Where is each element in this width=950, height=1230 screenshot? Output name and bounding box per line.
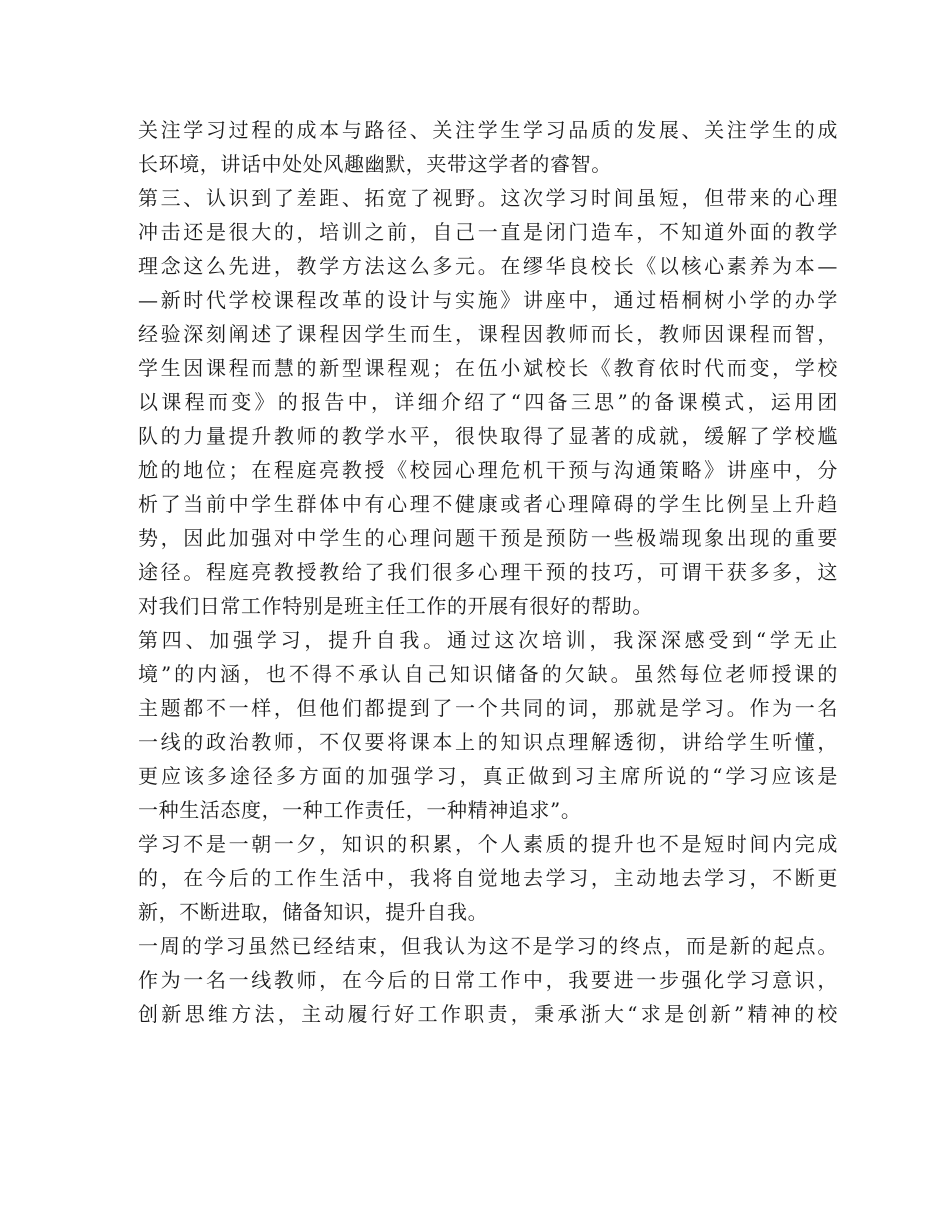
document-body [138, 113, 838, 1031]
text-line: —新时代学校课程改革的设计与实施》讲座中，通过梧桐树小学的办学 [138, 288, 838, 312]
text-line: 更应该多途径多方面的加强学习，真正做到习主席所说的“学习应该是 [138, 764, 838, 788]
text-line: 第三、认识到了差距、拓宽了视野。这次学习时间虽短，但带来的心理 [138, 186, 838, 210]
text-line: 途径。程庭亮教授教给了我们很多心理干预的技巧，可谓干获多多，这 [138, 560, 838, 584]
text-line: 作为一名一线教师，在今后的日常工作中，我要进一步强化学习意识， [138, 968, 838, 992]
text-line: 析了当前中学生群体中有心理不健康或者心理障碍的学生比例呈上升趋 [138, 492, 838, 516]
text-line: 一周的学习虽然已经结束，但我认为这不是学习的终点，而是新的起点。 [138, 934, 838, 958]
text-line: 一种生活态度，一种工作责任，一种精神追求”。 [138, 798, 582, 822]
text-line: 对我们日常工作特别是班主任工作的开展有很好的帮助。 [138, 594, 653, 618]
text-line: 的，在今后的工作生活中，我将自觉地去学习，主动地去学习，不断更 [138, 866, 838, 890]
text-line: 冲击还是很大的，培训之前，自己一直是闭门造车，不知道外面的教学 [138, 220, 838, 244]
text-line: 关注学习过程的成本与路径、关注学生学习品质的发展、关注学生的成 [138, 118, 838, 142]
text-line: 第四、加强学习，提升自我。通过这次培训，我深深感受到“学无止 [138, 628, 838, 652]
text-line: 尬的地位；在程庭亮教授《校园心理危机干预与沟通策略》讲座中，分 [138, 458, 838, 482]
text-line: 势，因此加强对中学生的心理问题干预是预防一些极端现象出现的重要 [138, 526, 838, 550]
text-line: 队的力量提升教师的教学水平，很快取得了显著的成就，缓解了学校尴 [138, 424, 838, 448]
text-line: 主题都不一样，但他们都提到了一个共同的词，那就是学习。作为一名 [138, 696, 838, 720]
text-line: 境”的内涵，也不得不承认自己知识储备的欠缺。虽然每位老师授课的 [138, 662, 838, 686]
text-line: 一线的政治教师，不仅要将课本上的知识点理解透彻，讲给学生听懂， [138, 730, 838, 754]
text-line: 学习不是一朝一夕，知识的积累，个人素质的提升也不是短时间内完成 [138, 832, 838, 856]
text-line: 创新思维方法，主动履行好工作职责，秉承浙大“求是创新”精神的校 [138, 1002, 838, 1026]
text-line: 新，不断进取，储备知识，提升自我。 [138, 900, 489, 924]
text-line: 学生因课程而慧的新型课程观；在伍小斌校长《教育依时代而变，学校 [138, 356, 838, 380]
text-line: 以课程而变》的报告中，详细介绍了“四备三思”的备课模式，运用团 [138, 390, 838, 414]
text-line: 理念这么先进，教学方法这么多元。在缪华良校长《以核心素养为本— [138, 254, 838, 278]
text-line: 长环境，讲话中处处风趣幽默，夹带这学者的睿智。 [138, 152, 612, 176]
text-line: 经验深刻阐述了课程因学生而生，课程因教师而长，教师因课程而智， [138, 322, 838, 346]
